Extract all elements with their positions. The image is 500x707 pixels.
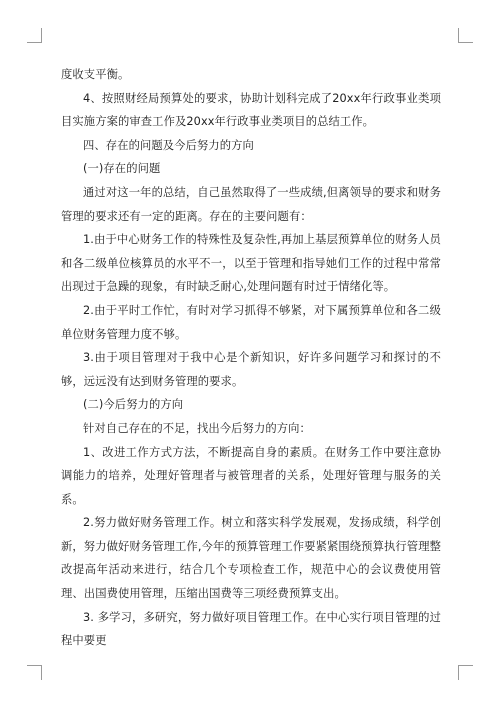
subsection-heading-2: (二)今后努力的方向 [83,398,184,412]
paragraph-continuation: 度收支平衡。 [61,68,130,81]
paragraph-direction-intro: 针对自己存在的不足，找出今后努力的方向： [83,421,311,435]
document-body [61,63,441,653]
direction-item-2: 2.努力做好财务管理工作。树立和落实科学发展观，发扬成绩，科学创新，努力做好财务管理工作,今年的预算管理工作要紧紧围绕预算执行管理整改提高年活动来进行，结合几个专项检查工作，规范中心的会议费使用管理、出国费使用管理，压缩出国费等三项经费预算支出。 [61,516,441,601]
crop-mark-top-left [27,28,42,43]
direction-item-1: 1、改进工作方式方法，不断提高自身的素质。在财务工作中要注意协调能力的培养，处理好管理者与被管理者的关系，处理好管理与服务的关系。 [61,445,441,506]
crop-mark-top-right [458,28,473,43]
crop-mark-bottom-left [27,665,42,680]
subsection-heading-1: (一)存在的问题 [83,162,161,176]
direction-item-3: 3. 多学习，多研究，努力做好项目管理工作。在中心实行项目管理的过程中要更 [61,610,441,648]
section-heading-4: 四、存在的问题及今后努力的方向 [83,138,254,152]
problem-item-2: 2.由于平时工作忙，有时对学习抓得不够紧，对下属预算单位和各二级单位财务管理力度不够。 [61,303,441,341]
paragraph-item-4: 4、按照财经局预算处的要求，协助计划科完成了20xx年行政事业类项目实施方案的审查工作及20xx年行政事业类项目的总结工作。 [61,91,441,129]
paragraph-summary: 通过对这一年的总结，自己虽然取得了一些成绩,但离领导的要求和财务管理的要求还有一定的距离。存在的主要问题有： [61,185,441,223]
problem-item-3: 3.由于项目管理对于我中心是个新知识，好许多问题学习和探讨的不够，远远没有达到财务管理的要求。 [61,351,441,388]
problem-item-1: 1.由于中心财务工作的特殊性及复杂性,再加上基层预算单位的财务人员和各二级单位核算员的水平不一，以至于管理和指导她们工作的过程中常常出现过于急躁的现象，有时缺乏耐心,处理问题有时过于情绪化等。 [61,233,441,294]
crop-mark-bottom-right [458,665,473,680]
